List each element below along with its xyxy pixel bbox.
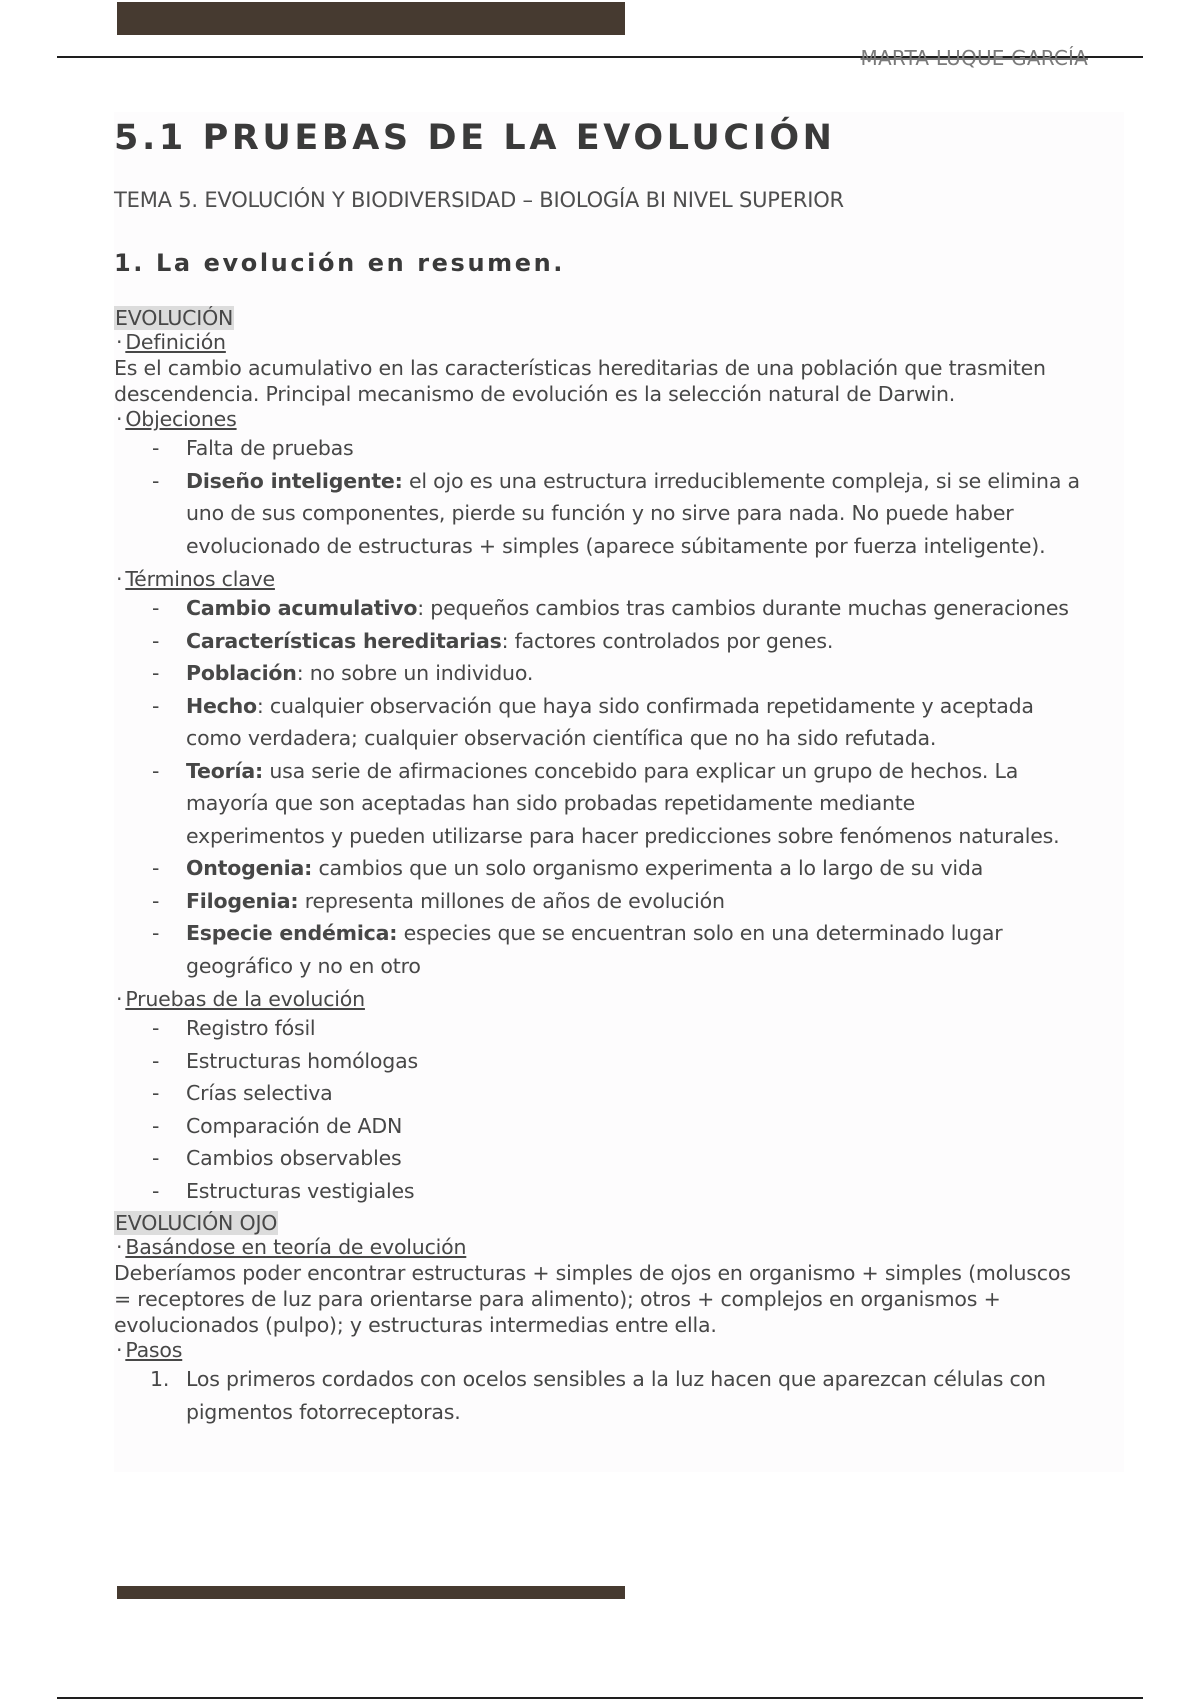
subheading-pruebas <box>114 987 1124 1012</box>
topic-heading-evolucion-ojo: EVOLUCIÓN OJO <box>115 1211 278 1235</box>
pruebas-list <box>114 1012 1124 1207</box>
header-decorative-bar <box>117 2 625 35</box>
subheading-label: Pruebas de la evolución <box>125 987 365 1011</box>
list-item <box>150 1363 1124 1428</box>
bullet-dot: · <box>116 407 123 431</box>
subheading-objeciones <box>114 407 1124 432</box>
subheading-label: Pasos <box>125 1338 183 1362</box>
paragraph-line: descendencia. Principal mecanismo de evolución es la selección natural de Darwin. <box>114 382 956 406</box>
list-item-text: pigmentos fotorreceptoras. <box>186 1399 461 1424</box>
list-item-text: : cualquier observación que haya sido confirmada repetidamente y aceptada <box>256 693 1034 718</box>
subheading-pasos <box>114 1338 1124 1363</box>
list-item <box>186 690 1124 755</box>
bullet-dot: · <box>116 330 123 354</box>
term-bold: Diseño inteligente: <box>186 468 403 493</box>
term-bold: Cambio acumulativo <box>186 596 418 620</box>
definicion-paragraph <box>114 355 1124 407</box>
term-bold: Hecho <box>186 693 257 718</box>
section-heading: 1. La evolución en resumen. <box>114 249 566 277</box>
list-item-text: mayoría que son aceptadas han sido probadas repetidamente mediante <box>186 791 916 815</box>
subheading-label: Objeciones <box>125 407 237 431</box>
list-item <box>186 852 1124 885</box>
list-item <box>186 917 1124 982</box>
basandose-paragraph <box>114 1260 1124 1338</box>
list-item-text: cambios que un solo organismo experimenta a lo largo de su vida <box>312 856 984 880</box>
list-item-first-line <box>186 465 1124 498</box>
list-item-text: representa millones de años de evolución <box>298 888 725 913</box>
subheading-label: Términos clave <box>125 567 275 591</box>
list-item <box>186 465 1124 563</box>
list-item: - Registro fósil <box>186 1012 1124 1045</box>
paragraph-line: Es el cambio acumulativo en las características hereditarias de una población que trasmiten <box>114 356 1046 380</box>
footer-rule <box>57 1697 1143 1699</box>
list-item-text: como verdadera; cualquier observación científica que no ha sido refutada. <box>186 726 937 750</box>
list-item-text: Los primeros cordados con ocelos sensibles a la luz hacen que aparezcan células con <box>186 1367 1046 1391</box>
footer-decorative-bar <box>117 1586 625 1599</box>
term-bold: Teoría: <box>186 758 264 783</box>
term-bold: Especie endémica: <box>186 921 398 945</box>
list-item-text: el ojo es una estructura irreduciblemente compleja, si se elimina a <box>402 468 1080 493</box>
term-bold: Ontogenia: <box>186 856 313 880</box>
topic-evolucion <box>114 306 1124 330</box>
term-bold: Características hereditarias <box>186 628 502 653</box>
list-item-text: uno de sus componentes, pierde su función y no sirve para nada. No puede haber <box>186 501 1014 525</box>
page-subtitle: TEMA 5. EVOLUCIÓN Y BIODIVERSIDAD – BIOLOGÍA BI NIVEL SUPERIOR <box>114 188 844 212</box>
list-item <box>186 592 1124 625</box>
subheading-terminos <box>114 567 1124 592</box>
list-item-text: usa serie de afirmaciones concebido para explicar un grupo de hechos. La <box>263 758 1019 783</box>
topic-heading-evolucion: EVOLUCIÓN <box>115 306 234 330</box>
list-item: - Cambios observables <box>186 1142 1124 1175</box>
list-item <box>186 657 1124 690</box>
list-item: - Estructuras homólogas <box>186 1045 1124 1078</box>
page-title: 5.1 PRUEBAS DE LA EVOLUCIÓN <box>114 118 836 158</box>
list-item <box>186 755 1124 853</box>
list-item-text: : factores controlados por genes. <box>501 628 834 653</box>
paragraph-line: = receptores de luz para orientarse para alimento); otros + complejos en organismos + <box>114 1287 1001 1311</box>
author-name: MARTA LUQUE GARCÍA <box>860 46 1088 70</box>
term-bold: Población <box>186 661 297 685</box>
bullet-dot: · <box>116 987 123 1011</box>
subheading-basandose <box>114 1235 1124 1260</box>
pasos-list <box>114 1363 1124 1428</box>
bullet-dot: · <box>116 1235 123 1259</box>
subheading-label: Basándose en teoría de evolución <box>125 1235 467 1259</box>
list-item-text: : no sobre un individuo. <box>296 661 534 685</box>
list-item-text: evolucionado de estructuras + simples (aparece súbitamente por fuerza inteligente). <box>186 533 1046 558</box>
list-item-text: experimentos y pueden utilizarse para hacer predicciones sobre fenómenos naturales. <box>186 823 1060 848</box>
list-item-text: geográfico y no en otro <box>186 953 421 978</box>
subheading-label: Definición <box>125 330 226 354</box>
list-item: - Crías selectiva <box>186 1077 1124 1110</box>
document-body <box>114 306 1124 1428</box>
paragraph-line: evolucionados (pulpo); y estructuras intermedias entre ella. <box>114 1313 717 1337</box>
list-item-text: - Falta de pruebas <box>186 436 354 460</box>
bullet-dot: · <box>116 1338 123 1362</box>
bullet-dot: · <box>116 567 123 591</box>
list-item-text: especies que se encuentran solo en una determinado lugar <box>397 921 1003 945</box>
list-item: - Estructuras vestigiales <box>186 1175 1124 1208</box>
list-item-text: : pequeños cambios tras cambios durante muchas generaciones <box>417 596 1069 620</box>
list-item <box>186 885 1124 918</box>
subheading-definicion <box>114 330 1124 355</box>
paragraph-line: Deberíamos poder encontrar estructuras + simples de ojos en organismo + simples (moluscos <box>114 1261 1071 1285</box>
list-item <box>186 432 1124 465</box>
list-item <box>186 625 1124 658</box>
list-number: 1. <box>150 1367 170 1391</box>
terminos-list <box>114 592 1124 982</box>
topic-evolucion-ojo <box>114 1211 1124 1235</box>
list-item: - Comparación de ADN <box>186 1110 1124 1143</box>
term-bold: Filogenia: <box>186 888 299 913</box>
objeciones-list <box>114 432 1124 562</box>
